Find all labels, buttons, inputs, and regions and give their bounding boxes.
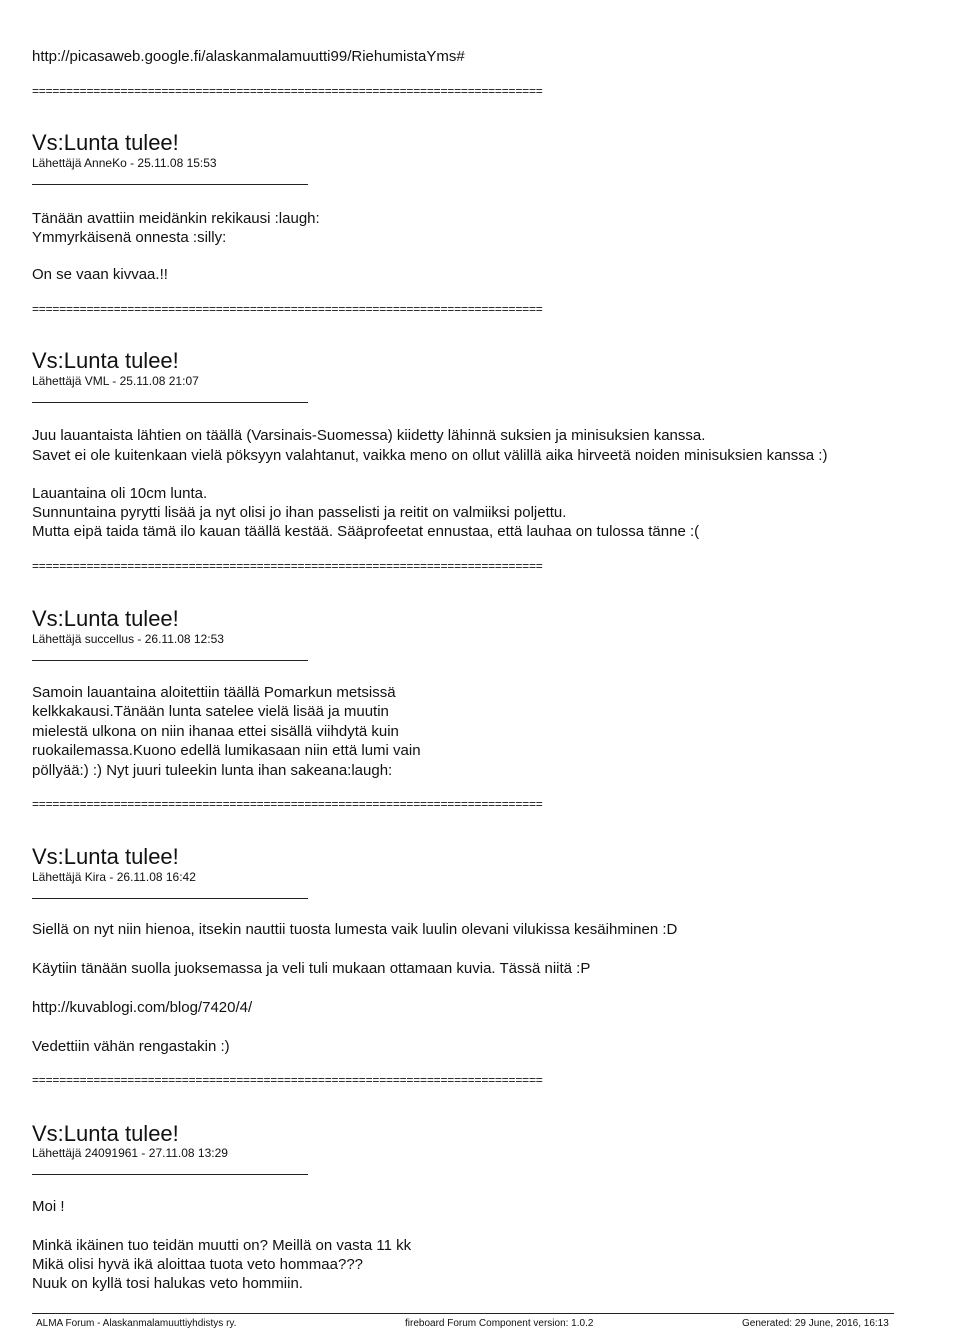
- post-title: Vs:Lunta tulee!: [32, 844, 179, 869]
- post-meta: Lähettäjä Kira - 26.11.08 16:42: [32, 870, 196, 884]
- post-body-line: mielestä ulkona on niin ihanaa ettei sisällä viihdytä kuin: [32, 723, 399, 740]
- post-divider: [32, 660, 308, 661]
- post-body-line: Vedettiin vähän rengastakin :): [32, 1038, 230, 1055]
- post-body-line: Siellä on nyt niin hienoa, itsekin nauttii tuosta lumesta vaik luulin olevani vilukissa kesäihminen :D: [32, 921, 678, 938]
- post-divider: [32, 184, 308, 185]
- post-body-line: Nuuk on kyllä tosi halukas veto hommiin.: [32, 1275, 303, 1292]
- post-body-line: Mutta eipä taida tämä ilo kauan täällä kestää. Sääprofeetat ennustaa, että lauhaa on tulossa tänne :(: [32, 523, 700, 540]
- post-body-line: Lauantaina oli 10cm lunta.: [32, 485, 208, 502]
- footer-divider: [32, 1313, 894, 1314]
- post-body-line: Juu lauantaista lähtien on täällä (Varsinais-Suomessa) kiidetty lähinnä suksien ja minisuksien kanssa.: [32, 427, 706, 444]
- post-body-line: Käytiin tänään suolla juoksemassa ja veli tuli mukaan ottamaan kuvia. Tässä niitä :P: [32, 960, 591, 977]
- post-body-line: Sunnuntaina pyrytti lisää ja nyt olisi jo ihan passelisti ja reitit on valmiiksi poljettu.: [32, 504, 567, 521]
- post-divider: [32, 1174, 308, 1175]
- post-meta: Lähettäjä VML - 25.11.08 21:07: [32, 374, 199, 388]
- footer-generated: Generated: 29 June, 2016, 16:13: [742, 1318, 889, 1329]
- separator: ===========================================================================: [32, 302, 543, 316]
- post-body-line: Samoin lauantaina aloitettiin täällä Pomarkun metsissä: [32, 684, 396, 701]
- post-body-link[interactable]: http://kuvablogi.com/blog/7420/4/: [32, 999, 253, 1016]
- separator: ===========================================================================: [32, 559, 543, 573]
- post-body-line: kelkkakausi.Tänään lunta satelee vielä lisää ja muutin: [32, 703, 389, 720]
- post-title: Vs:Lunta tulee!: [32, 606, 179, 631]
- post-body-line: pöllyää:) :) Nyt juuri tuleekin lunta ihan sakeana:laugh:: [32, 762, 393, 779]
- post-divider: [32, 402, 308, 403]
- separator: ===========================================================================: [32, 84, 543, 98]
- header-url[interactable]: http://picasaweb.google.fi/alaskanmalamuutti99/RiehumistaYms#: [32, 48, 465, 65]
- post-meta: Lähettäjä succellus - 26.11.08 12:53: [32, 632, 224, 646]
- post-meta: Lähettäjä 24091961 - 27.11.08 13:29: [32, 1146, 228, 1160]
- post-body-line: Minkä ikäinen tuo teidän muutti on? Meillä on vasta 11 kk: [32, 1237, 412, 1254]
- footer-site-name: ALMA Forum - Alaskanmalamuuttiyhdistys ry.: [36, 1318, 237, 1329]
- post-body-line: Moi !: [32, 1198, 65, 1215]
- separator: ===========================================================================: [32, 1073, 543, 1087]
- footer-version: fireboard Forum Component version: 1.0.2: [405, 1318, 594, 1329]
- post-divider: [32, 898, 308, 899]
- post-title: Vs:Lunta tulee!: [32, 1121, 179, 1146]
- post-body-line: Savet ei ole kuitenkaan vielä pöksyyn valahtanut, vaikka meno on ollut välillä aika hirveetä noiden minisuksien kanssa :): [32, 447, 828, 464]
- post-title: Vs:Lunta tulee!: [32, 130, 179, 155]
- post-title: Vs:Lunta tulee!: [32, 348, 179, 373]
- post-body-line: Tänään avattiin meidänkin rekikausi :laugh:: [32, 210, 320, 227]
- separator: ===========================================================================: [32, 797, 543, 811]
- post-body-line: Ymmyrkäisenä onnesta :silly:: [32, 229, 227, 246]
- post-meta: Lähettäjä AnneKo - 25.11.08 15:53: [32, 156, 217, 170]
- post-body-line: Mikä olisi hyvä ikä aloittaa tuota veto hommaa???: [32, 1256, 364, 1273]
- post-body-line: On se vaan kivvaa.!!: [32, 266, 168, 283]
- post-body-line: ruokailemassa.Kuono edellä lumikasaan niin että lumi vain: [32, 742, 421, 759]
